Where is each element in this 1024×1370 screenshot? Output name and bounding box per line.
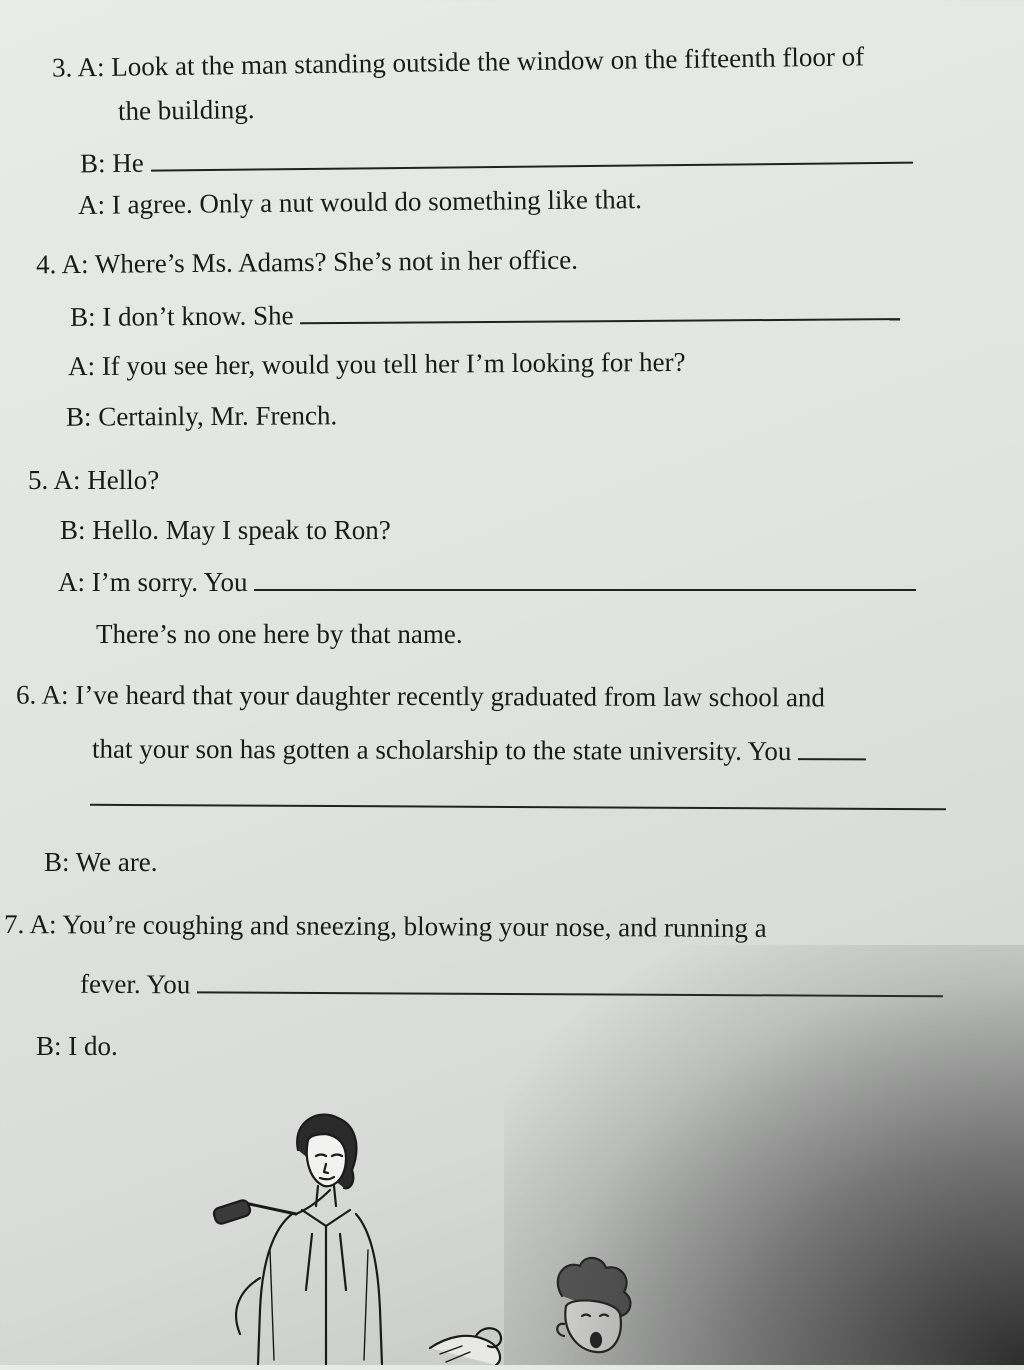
item-number: 4. bbox=[35, 249, 57, 280]
item-4-line-2 bbox=[70, 295, 900, 333]
item-5-line-1 bbox=[28, 464, 159, 496]
speaker-label: B: bbox=[60, 515, 86, 545]
item-3-line-3 bbox=[80, 139, 913, 180]
dialogue-text: fever. You bbox=[79, 968, 191, 1000]
speaker-label: A: bbox=[58, 567, 85, 597]
item-3-line-4 bbox=[78, 183, 642, 221]
answer-blank[interactable] bbox=[300, 296, 900, 324]
item-6-line-1 bbox=[16, 679, 825, 714]
dialogue-text: He bbox=[112, 147, 144, 179]
answer-blank[interactable] bbox=[197, 969, 943, 997]
dialogue-text: Hello? bbox=[87, 465, 160, 495]
answer-blank-continued[interactable] bbox=[90, 804, 946, 810]
answer-blank[interactable] bbox=[798, 736, 866, 760]
speaker-label: A: bbox=[77, 189, 106, 220]
cartoon-illustration-icon bbox=[200, 1110, 680, 1365]
item-number: 5. bbox=[28, 465, 49, 495]
item-4-line-3 bbox=[68, 346, 686, 382]
speaker-label: B: bbox=[65, 401, 92, 432]
dialogue-text: I do. bbox=[68, 1031, 118, 1061]
item-6-line-2 bbox=[92, 733, 866, 768]
item-number: 6. bbox=[15, 679, 37, 710]
dialogue-text: the building. bbox=[117, 94, 255, 126]
dialogue-text: I don’t know. She bbox=[102, 300, 294, 332]
item-3-line-1 bbox=[52, 40, 864, 83]
cartoon-woman-with-phone-and-man-drawing bbox=[200, 1110, 680, 1365]
speaker-label: B: bbox=[44, 847, 70, 877]
dialogue-text: Look at the man standing outside the window on the fifteenth floor of bbox=[111, 41, 865, 82]
answer-blank[interactable] bbox=[254, 567, 916, 591]
dialogue-text: that your son has gotten a scholarship to the state university. You bbox=[91, 733, 792, 767]
dialogue-text: You’re coughing and sneezing, blowing your nose, and running a bbox=[62, 909, 767, 943]
item-number: 3. bbox=[51, 52, 73, 83]
item-number: 7. bbox=[3, 909, 25, 940]
dialogue-text: We are. bbox=[75, 847, 158, 877]
speaker-label: A: bbox=[41, 679, 69, 710]
speaker-label: B: bbox=[69, 301, 96, 332]
item-3-line-2 bbox=[118, 93, 255, 127]
speaker-label: A: bbox=[53, 465, 81, 495]
dialogue-text: I’ve heard that your daughter recently graduated from law school and bbox=[75, 679, 826, 713]
speaker-label: A: bbox=[61, 248, 89, 280]
speaker-label: B: bbox=[79, 148, 106, 179]
dialogue-text: Hello. May I speak to Ron? bbox=[92, 515, 391, 545]
dialogue-text: Where’s Ms. Adams? She’s not in her office. bbox=[94, 244, 579, 279]
speaker-label: A: bbox=[77, 51, 105, 83]
item-7-line-2 bbox=[80, 968, 943, 1005]
item-5-line-2 bbox=[60, 514, 391, 546]
dialogue-text: I agree. Only a nut would do something like that. bbox=[111, 184, 643, 220]
answer-blank[interactable] bbox=[150, 140, 912, 172]
dialogue-text: If you see her, would you tell her I’m looking for her? bbox=[101, 346, 686, 381]
item-5-line-3 bbox=[58, 566, 916, 598]
dialogue-text: I’m sorry. You bbox=[91, 567, 248, 597]
speaker-label: A: bbox=[67, 350, 96, 382]
item-7-line-1 bbox=[4, 908, 767, 944]
dialogue-text: There’s no one here by that name. bbox=[96, 619, 463, 649]
item-4-line-1 bbox=[36, 244, 578, 281]
item-7-line-3 bbox=[36, 1030, 118, 1062]
dialogue-text: Certainly, Mr. French. bbox=[98, 400, 338, 432]
item-4-line-4 bbox=[66, 399, 337, 432]
item-5-line-4 bbox=[96, 618, 463, 650]
speaker-label: B: bbox=[36, 1031, 62, 1061]
speaker-label: A: bbox=[29, 909, 57, 940]
item-6-line-3 bbox=[44, 846, 158, 878]
